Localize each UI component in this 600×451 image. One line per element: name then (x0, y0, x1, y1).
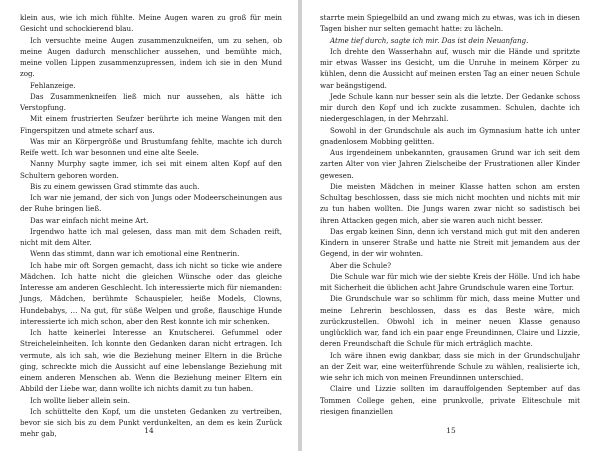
paragraph: Die Grundschule war so schlimm für mich, dass meine Mutter und meine Lehrerin beschlossen, dass es das Beste wäre, mich zurückzustellen. Obwohl ich in meiner neuen Klasse genauso unglücklich war, fand ich ein paar enge Freundinnen, Claire und Lizzie, deren Freundschaft die Schule für mich erträglich machte. (320, 294, 580, 349)
paragraph: Jede Schule kann nur besser sein als die letzte. Der Gedanke schoss mir durch den Kopf und ich zuckte zusammen. Schulen, dachte ich niedergeschlagen, in der Mehrzahl. (320, 91, 580, 124)
page-number: 14 (144, 426, 154, 435)
paragraph: Das war einfach nicht meine Art. (30, 215, 149, 225)
paragraph: klein aus, wie ich mich fühlte. Meine Augen waren zu groß für mein Gesicht und schockierend blau. (20, 13, 282, 34)
paragraph: Die meisten Mädchen in meiner Klasse hatten schon am ersten Schultag beschlossen, dass sie mich nicht mochten und nichts mit mir zu tun haben wollten. Die Jungs waren zwar nicht so sadistisch bei ihren Attacken gegen mich, aber sie waren auch nicht besser. (320, 181, 580, 225)
paragraph: Ich war nie jemand, der sich von Jungs oder Modeerscheinungen aus der Ruhe bringen ließ. (20, 193, 282, 214)
paragraph: Fehlanzeige. (30, 80, 76, 90)
paragraph: Ich schüttelte den Kopf, um die unsteten Gedanken zu vertreiben, bevor sie sich bis zu dem Punkt verdunkelten, an dem es kein Zurück mehr gab, (20, 406, 282, 439)
paragraph: Atme tief durch, sagte ich mir. Das ist dein Neuanfang. (330, 35, 529, 45)
paragraph: Ich hatte keinerlei Interesse an Knutscherei. Gefummel oder Streicheleinheiten. Ich konnte den Gedanken daran nicht ertragen. Ich vermute, als ich sah, wie die Beziehung meiner Eltern in die Brüche ging, schreckte mich die Aussicht auf eine lebenslange Beziehung mit einem anderen Menschen ab. Wenn die Beziehung meiner Eltern ein Abbild der Liebe war, dann wollte ich nichts damit zu tun haben. (20, 328, 282, 394)
page-text (20, 12, 282, 440)
paragraph: Aus irgendeinem unbekannten, grausamen Grund war ich seit dem zarten Alter von vier Jahren Zielscheibe der Frustrationen aller Kinder gewesen. (320, 148, 580, 180)
page-text (320, 12, 580, 417)
right-page (302, 0, 600, 451)
paragraph: Ich habe mir oft Sorgen gemacht, dass ich nicht so ticke wie andere Mädchen. Ich hatte nicht die gleichen Wünsche oder das gleiche Interesse am anderen Geschlecht. Ich interessierte mich für niemanden: Jungs, Mädchen, berühmte Schauspieler, heiße Models, Clowns, Hundebabys, … Na gut, für süße Welpen und große, flauschige Hunde interessierte ich mich schon, aber den Rest konnte ich mir schenken. (20, 260, 282, 326)
paragraph: Nanny Murphy sagte immer, ich sei mit einem alten Kopf auf den Schultern geboren worden. (20, 159, 282, 180)
page-number: 15 (446, 426, 456, 435)
paragraph: Die Schule war für mich wie der siebte Kreis der Hölle. Und ich habe mit Sicherheit die üblichen acht Jahre Grundschule waren eine Tortur. (320, 271, 580, 292)
paragraph: Wenn das stimmt, dann war ich emotional eine Rentnerin. (30, 249, 240, 259)
paragraph: Claire und Lizzie sollten im darauffolgenden September auf das Tommen College gehen, eine prunkvolle, private Eliteschule mit riesigen finanziellen (320, 384, 580, 416)
paragraph: Sowohl in der Grundschule als auch im Gymnasium hatte ich unter gnadenlosem Mobbing gelitten. (320, 125, 580, 146)
paragraph: Das Zusammenkneifen ließ mich nur aussehen, als hätte ich Verstopfung. (20, 91, 282, 112)
paragraph: Irgendwo hatte ich mal gelesen, dass man mit dem Schaden reift, nicht mit dem Alter. (20, 226, 282, 247)
paragraph: starrte mein Spiegelbild an und zwang mich zu etwas, was ich in diesen Tagen bisher nur selten gemacht hatte: zu lächeln. (320, 13, 580, 34)
paragraph: Ich drehte den Wasserhahn auf, wusch mir die Hände und spritzte mir etwas Wasser ins Gesicht, um die Unruhe in meinem Körper zu kühlen, denn die Aussicht auf meinen ersten Tag an einer neuen Schule war beängstigend. (320, 46, 580, 90)
left-page (0, 0, 298, 451)
paragraph: Mit einem frustrierten Seufzer berührte ich meine Wangen mit den Fingerspitzen und atmete scharf aus. (20, 114, 282, 135)
paragraph: Ich wäre ihnen ewig dankbar, dass sie mich in der Grundschuljahr an der Zeit war, eine weiterführende Schule zu wählen, realisierte ich, wie sehr ich mich von meinen Freundinnen unterschied. (320, 350, 580, 382)
paragraph: Aber die Schule? (330, 260, 392, 270)
paragraph: Das ergab keinen Sinn, denn ich verstand mich gut mit den anderen Kindern in unserer Straße und hatte nie Streit mit jemandem aus der Gegend, in der wir wohnten. (320, 226, 580, 259)
paragraph: Ich wollte lieber allein sein. (30, 395, 130, 405)
paragraph: Was mir an Körpergröße und Brustumfang fehlte, machte ich durch Reife wett. Ich war besonnen und eine alte Seele. (20, 136, 282, 157)
paragraph: Bis zu einem gewissen Grad stimmte das auch. (30, 181, 200, 191)
paragraph: Ich versuchte meine Augen zusammenzukneifen, um zu sehen, ob meine Augen dadurch menschlicher aussehen, und bemühte mich, meine vollen Lippen zusammenzupressen, indem ich sie in den Mund zog. (20, 35, 282, 79)
